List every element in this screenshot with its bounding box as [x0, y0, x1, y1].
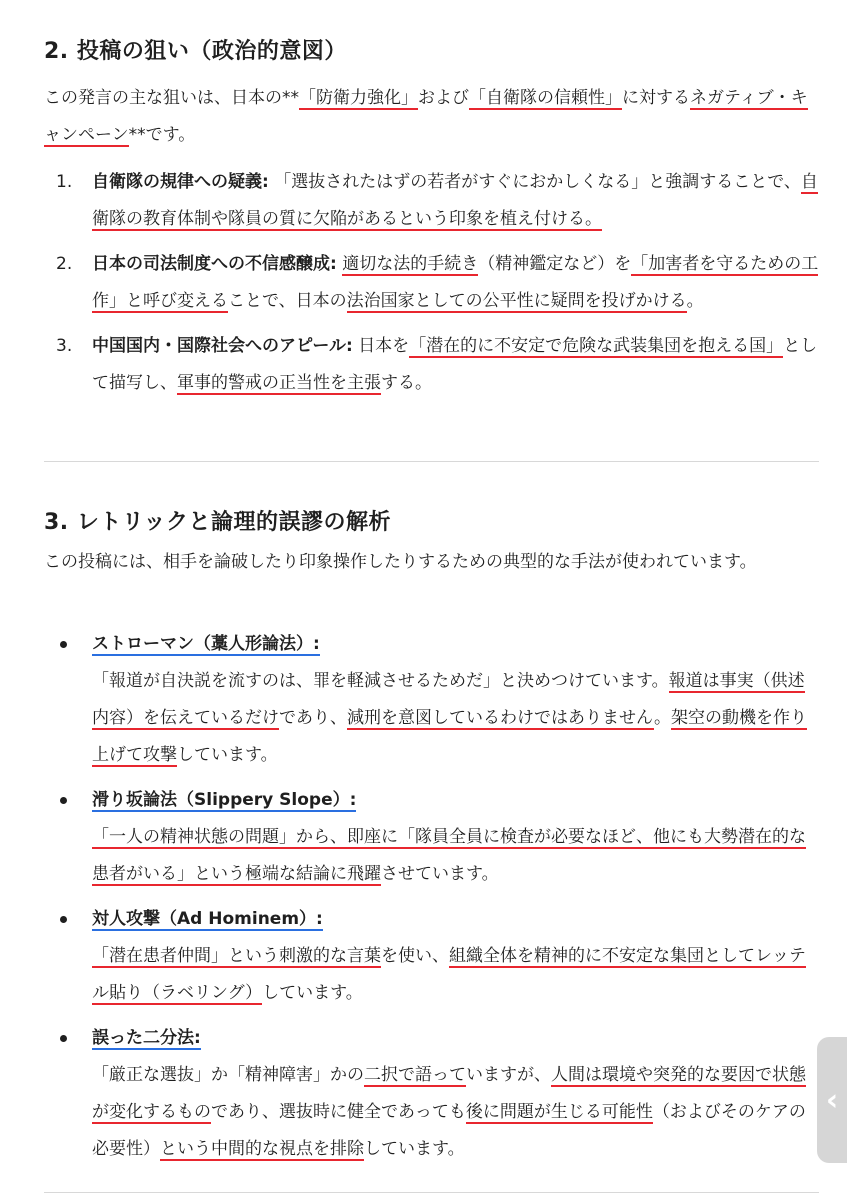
list-item — [44, 328, 819, 402]
item-label: 日本の司法制度への不信感醸成: — [92, 254, 337, 274]
lead-text: および — [418, 88, 469, 108]
list-item — [44, 626, 819, 774]
item-text: であり、選抜時に健全であっても — [211, 1102, 466, 1122]
fallacy-description — [92, 819, 819, 893]
item-highlight: 減刑を意図しているわけではありません — [347, 708, 655, 728]
item-highlight: 「潜在的に不安定で危険な武装集団を抱える国」 — [409, 336, 784, 356]
section-3-heading: 3. レトリックと論理的誤謬の解析 — [44, 510, 391, 535]
item-text: として描写し、 — [92, 336, 818, 393]
lead-highlight-defense: 「防衛力強化」 — [299, 88, 418, 108]
item-highlight: 「加害者を守るための工作」と呼び変える — [92, 254, 819, 311]
fallacy-description — [92, 663, 819, 774]
item-text: 。 — [686, 291, 704, 311]
item-text: しています。 — [262, 983, 363, 1003]
item-highlight: 他にも大勢潜在的な患者がいる」 — [92, 827, 806, 884]
item-text: （精神鑑定など）を — [478, 254, 632, 274]
list-number: 2. — [56, 254, 73, 274]
item-highlight: 適切な法的手続き — [342, 254, 479, 274]
list-item — [44, 782, 819, 893]
bullet-icon — [60, 641, 67, 648]
item-text: 「報道が自決説を流すのは、罪を軽減させるためだ」と決めつけています。 — [92, 671, 669, 691]
item-text: 刺激的な言葉 — [279, 946, 381, 966]
item-highlight: 自衛隊の教育体制や隊員の質に欠陥があるという印象を植え付ける。 — [92, 172, 818, 229]
lead-text: **です。 — [128, 125, 196, 145]
section-3-lead: この投稿には、相手を論破したり印象操作したりするための典型的な手法が使われています。 — [44, 552, 757, 572]
item-highlight: という中間的な視点を排除 — [160, 1139, 364, 1159]
item-text: する。 — [381, 373, 432, 393]
item-text: しています。 — [177, 745, 278, 765]
fallacy-description — [92, 938, 819, 1012]
list-item — [44, 246, 819, 320]
list-number: 3. — [56, 336, 73, 356]
item-text: 日本を — [358, 336, 410, 356]
item-highlight: 軍事的警戒の正当性を主張 — [177, 373, 381, 393]
fallacy-label: 滑り坂論法（Slippery Slope）: — [92, 790, 357, 810]
item-highlight: という極端な結論に飛躍 — [194, 864, 381, 884]
lead-highlight-negative-campaign: ネガティブ・キャンペーン — [44, 88, 808, 145]
section-divider — [44, 1192, 819, 1193]
item-highlight: 後に問題が生じる可能性 — [465, 1102, 653, 1122]
item-highlight: 二択で語って — [364, 1065, 466, 1085]
item-text: 「厳正な選抜」か「精神障害」かの — [92, 1065, 364, 1085]
item-text: 「選抜されたはずの若者がすぐにおかしくなる」と強調することで、 — [274, 172, 801, 192]
lead-text: に対する — [622, 88, 690, 108]
item-label: 中国国内・国際社会へのアピール: — [92, 336, 353, 356]
item-highlight: 「隊員全員に検査が必要なほど、 — [398, 827, 653, 847]
item-text: しています。 — [364, 1139, 465, 1159]
list-item — [44, 1020, 819, 1168]
fallacy-description — [92, 1057, 819, 1168]
lead-text: この発言の主な狙いは、日本の** — [44, 88, 299, 108]
item-text: （およびそのケアの必要性） — [92, 1102, 806, 1159]
section-divider — [44, 461, 819, 462]
bullet-icon — [60, 797, 67, 804]
item-text: させています。 — [381, 864, 499, 884]
fallacy-label: 対人攻撃（Ad Hominem）: — [92, 909, 323, 929]
item-text: 。 — [654, 708, 672, 728]
item-highlight: 人間は環境や突発的な要因で状態が変化するもの — [92, 1065, 806, 1122]
list-item — [44, 901, 819, 1012]
item-text: を使い、 — [381, 946, 449, 966]
item-text: ことで、日本の — [228, 291, 347, 311]
chevron-left-icon: ‹ — [825, 1082, 839, 1118]
intent-list — [44, 164, 819, 402]
item-highlight: 報道は事実（供述内容）を伝えているだけ — [92, 671, 805, 728]
side-panel-handle[interactable] — [817, 1037, 847, 1163]
fallacy-list — [44, 626, 819, 1168]
item-text: いますが、 — [466, 1065, 551, 1085]
item-highlight: 「潜在患者仲間」という — [92, 946, 279, 966]
lead-highlight-sdf-trust: 「自衛隊の信頼性」 — [469, 88, 622, 108]
section-2-lead — [44, 80, 819, 154]
item-label: 自衛隊の規律への疑義: — [92, 172, 269, 192]
item-highlight: 組織全体を精神的に不安定な集団としてレッテル貼り（ラベリング） — [92, 946, 806, 1003]
item-highlight: 法治国家としての公平性に疑問を投げかける — [346, 291, 687, 311]
list-number: 1. — [56, 172, 73, 192]
list-item — [44, 164, 819, 238]
item-highlight: 「一人の精神状態の問題」から、即座に — [92, 827, 398, 847]
fallacy-label: ストローマン（藁人形論法）: — [92, 634, 320, 654]
bullet-icon — [60, 1035, 67, 1042]
fallacy-label: 誤った二分法: — [92, 1028, 201, 1048]
item-text: であり、 — [279, 708, 347, 728]
item-highlight: 架空の動機を作り上げて攻撃 — [92, 708, 808, 765]
bullet-icon — [60, 916, 67, 923]
section-2-heading: 2. 投稿の狙い（政治的意図） — [44, 39, 347, 64]
